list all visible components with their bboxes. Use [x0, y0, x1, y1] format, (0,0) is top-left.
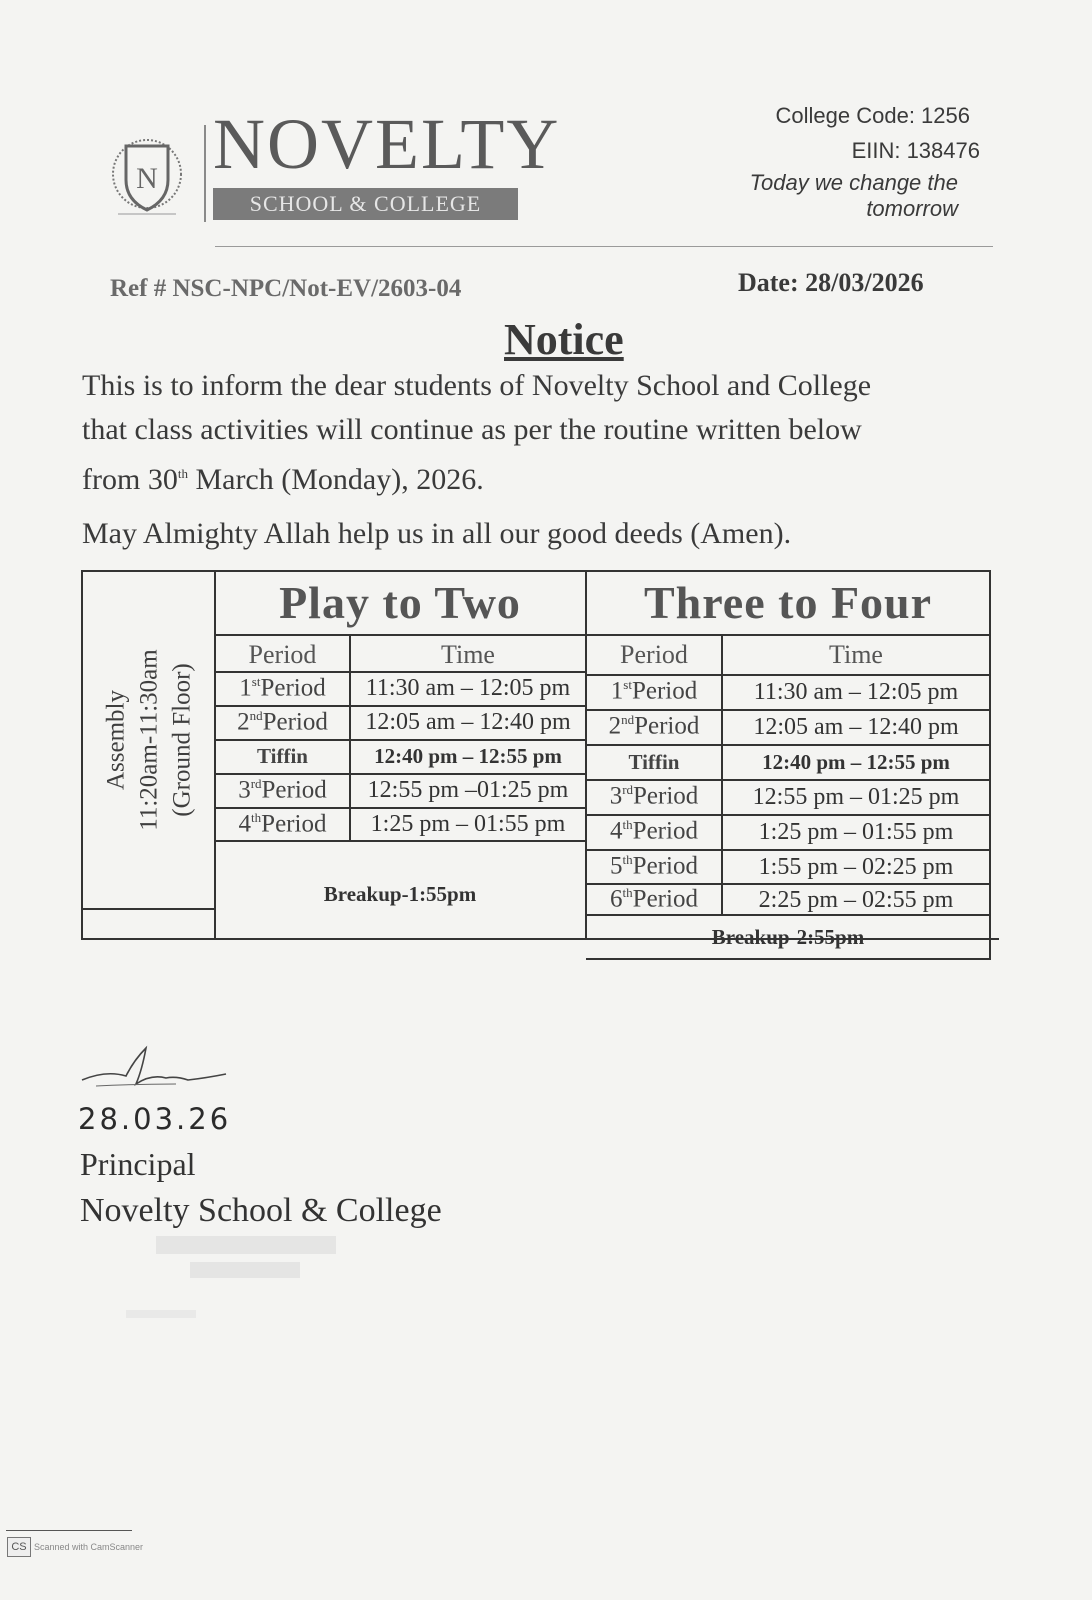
- period-label: Period: [261, 810, 327, 838]
- table-border: [81, 570, 83, 940]
- notice-body-line: that class activities will continue as per the routine written below: [82, 413, 862, 446]
- time-cell: 12:55 pm –01:25 pm: [367, 777, 569, 803]
- period-number: 5: [610, 852, 623, 880]
- principal-signature: [76, 1040, 246, 1100]
- ordinal-suffix: nd: [621, 712, 635, 727]
- time-cell: 1:25 pm – 01:55 pm: [370, 811, 566, 837]
- logo-divider: [204, 125, 206, 222]
- period-cell: [587, 817, 721, 845]
- period-number: 1: [239, 674, 252, 702]
- period-number: 1: [610, 677, 624, 705]
- notice-body-line: [82, 452, 992, 502]
- table-border: [586, 779, 991, 781]
- table-border: [215, 807, 587, 809]
- table-border: [215, 773, 587, 775]
- period-cell: [587, 782, 721, 810]
- assembly-label: Assembly: [102, 690, 130, 790]
- assembly-time: 11:20am-11:30am: [135, 649, 163, 831]
- logo-subtitle: SCHOOL & COLLEGE: [213, 188, 518, 220]
- college-code: College Code: 1256: [775, 103, 970, 128]
- ordinal-suffix: st: [251, 674, 261, 689]
- table-border: [81, 570, 991, 572]
- time-cell: 2:25 pm – 02:55 pm: [758, 887, 954, 913]
- period-label: Period: [262, 708, 328, 736]
- period-cell: [216, 708, 349, 736]
- header-divider: [215, 246, 993, 247]
- period-cell: [216, 810, 349, 838]
- period-cell: [216, 674, 349, 702]
- table-border: [586, 958, 991, 960]
- reference-number: Ref # NSC-NPC/Not-EV/2603-04: [110, 275, 462, 302]
- table-border: [215, 671, 587, 673]
- ordinal-suffix: nd: [249, 708, 263, 723]
- period-number: 3: [238, 776, 251, 804]
- time-cell: 12:05 am – 12:40 pm: [753, 714, 959, 740]
- tagline: Today we change the tomorrow: [749, 170, 958, 221]
- period-number: 4: [610, 817, 623, 845]
- time-column-header: Time: [441, 640, 495, 669]
- signatory-title: Principal: [80, 1146, 196, 1182]
- footer-divider: [6, 1530, 132, 1531]
- notice-body-line: This is to inform the dear students of Novelty School and College: [82, 369, 872, 402]
- period-label: Period: [631, 677, 698, 705]
- table-border: [215, 739, 587, 741]
- period-cell: [587, 677, 721, 705]
- group-title-play-to-two: Play to Two: [279, 577, 521, 628]
- time-cell: 12:40 pm – 12:55 pm: [374, 744, 562, 768]
- notice-title: Notice: [504, 315, 624, 364]
- table-border: [586, 849, 991, 851]
- period-number: 6: [610, 885, 623, 913]
- period-label: Period: [632, 885, 698, 913]
- ordinal-suffix: th: [622, 852, 633, 867]
- table-border: [215, 634, 991, 636]
- table-border: [586, 744, 991, 746]
- period-cell: [587, 750, 721, 775]
- breakup-play-to-two: Breakup-1:55pm: [323, 882, 477, 906]
- period-label: Period: [632, 817, 698, 845]
- crest-letter: N: [136, 162, 158, 195]
- breakup-three-to-four: Breakup-2:55pm: [711, 925, 865, 949]
- period-cell: [587, 712, 721, 740]
- time-cell: 11:30 am – 12:05 pm: [753, 679, 959, 705]
- body-text-segment: from 30: [82, 463, 178, 496]
- table-border: [586, 674, 991, 676]
- assembly-info: [100, 580, 199, 900]
- period-number: 4: [238, 810, 252, 838]
- ordinal-suffix: rd: [622, 782, 634, 797]
- assembly-cell: [85, 570, 213, 910]
- ordinal-suffix: th: [622, 817, 633, 832]
- period-cell: [216, 744, 349, 769]
- time-cell: 12:55 pm – 01:25 pm: [752, 784, 960, 810]
- period-label: Tiffin: [628, 750, 680, 774]
- school-crest-logo: [108, 122, 186, 230]
- ordinal-suffix: rd: [250, 776, 262, 791]
- time-cell: 1:25 pm – 01:55 pm: [758, 819, 954, 845]
- table-border: [215, 840, 587, 842]
- period-label: Period: [634, 712, 700, 740]
- signatory-organization: Novelty School & College: [80, 1192, 442, 1229]
- period-column-header: Period: [620, 640, 688, 669]
- period-cell: [587, 852, 721, 880]
- ordinal-suffix: th: [251, 810, 262, 825]
- period-number: 2: [237, 708, 250, 736]
- table-border: [586, 814, 991, 816]
- period-label: Period: [261, 776, 327, 804]
- assembly-location: (Ground Floor): [168, 663, 196, 817]
- period-number: 3: [609, 782, 623, 810]
- period-label: Tiffin: [257, 744, 308, 768]
- period-label: Period: [633, 782, 699, 810]
- period-cell: [216, 776, 349, 804]
- logo-name: NOVELTY: [213, 104, 561, 184]
- signature-date: 28.03.26: [78, 1102, 232, 1136]
- notice-body: [82, 364, 992, 502]
- table-border: [215, 705, 587, 707]
- notice-date: Date: 28/03/2026: [738, 268, 924, 297]
- time-cell: 12:40 pm – 12:55 pm: [762, 750, 950, 774]
- ordinal-suffix: th: [177, 466, 188, 481]
- time-column-header: Time: [829, 640, 883, 669]
- eiin-number: EIIN: 138476: [851, 138, 980, 163]
- camscanner-badge: CS: [7, 1537, 31, 1557]
- table-border: [586, 709, 991, 711]
- period-label: Period: [632, 852, 698, 880]
- group-title-three-to-four: Three to Four: [643, 577, 933, 628]
- time-cell: 12:05 am – 12:40 pm: [365, 709, 571, 735]
- faint-stamp: [120, 1232, 360, 1342]
- ordinal-suffix: st: [623, 677, 632, 692]
- time-cell: 1:55 pm – 02:25 pm: [758, 854, 954, 880]
- period-cell: [587, 885, 721, 913]
- time-cell: 11:30 am – 12:05 pm: [365, 675, 571, 701]
- ordinal-suffix: th: [622, 885, 633, 900]
- table-border: [989, 570, 991, 960]
- body-text-segment: March (Monday), 2026.: [187, 463, 484, 496]
- prayer-line: May Almighty Allah help us in all our good deeds (Amen).: [82, 517, 792, 550]
- period-column-header: Period: [248, 640, 317, 669]
- period-label: Period: [260, 674, 326, 702]
- class-routine-table: [81, 570, 999, 960]
- table-border: [586, 914, 991, 916]
- period-number: 2: [608, 712, 622, 740]
- scanned-with-text: Scanned with CamScanner: [34, 1542, 144, 1552]
